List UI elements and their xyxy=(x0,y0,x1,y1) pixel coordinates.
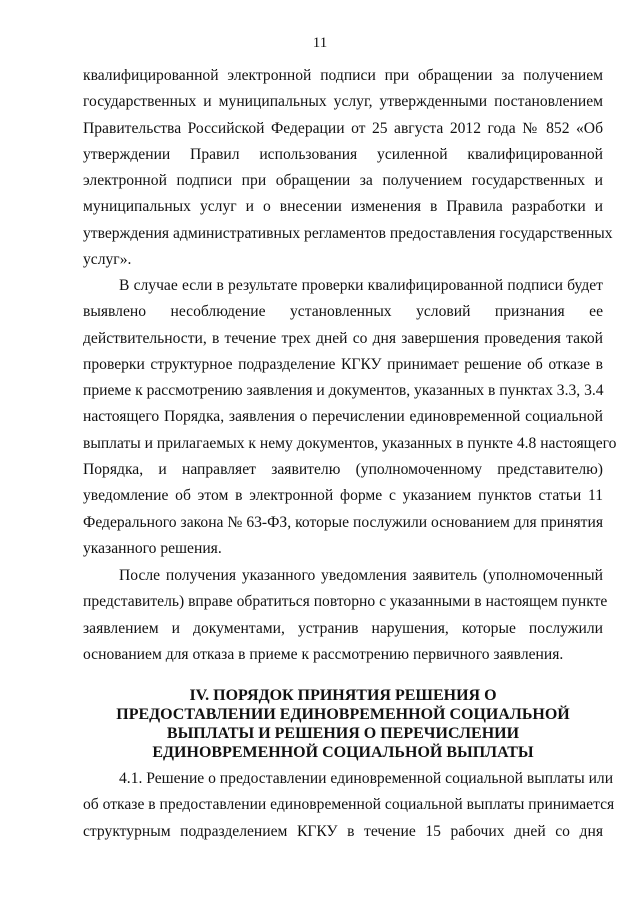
paragraph-refusal xyxy=(83,273,617,562)
paragraph-line: Правительства Российской Федерации от 25 августа 2012 года № 852 «Об xyxy=(83,119,603,137)
heading-line: ЕДИНОВРЕМЕННОЙ СОЦИАЛЬНОЙ ВЫПЛАТЫ xyxy=(152,744,534,761)
page-number: 11 xyxy=(312,35,328,51)
paragraph-line: В случае если в результате проверки квалифицированной подписи будет xyxy=(119,277,603,294)
paragraph-line: заявлением и документами, устранив нарушения, которые послужили xyxy=(83,619,603,637)
paragraph-line: выявлено несоблюдение установленных условий признания ее xyxy=(83,303,603,321)
paragraph-line: выплаты и прилагаемых к нему документов, указанных в пункте 4.8 настоящего xyxy=(83,434,617,452)
paragraph-line: электронной подписи при обращении за получением государственных и xyxy=(83,172,603,190)
paragraph-line: об отказе в предоставлении единовременной социальной выплаты принимается xyxy=(83,796,615,814)
section-heading xyxy=(83,686,603,762)
paragraph-line: действительности, в течение трех дней со дня завершения проведения такой xyxy=(83,329,603,347)
paragraph-line: проверки структурное подразделение КГКУ принимает решение об отказе в xyxy=(83,355,603,373)
paragraph-line: представитель) вправе обратиться повторно с указанными в настоящем пункте xyxy=(83,593,608,611)
paragraph-line: квалифицированной электронной подписи при обращении за получением xyxy=(83,67,603,84)
paragraph-resubmit xyxy=(83,563,608,668)
paragraph-line: государственных и муниципальных услуг, утвержденными постановлением xyxy=(83,93,603,111)
paragraph-line: 4.1. Решение о предоставлении единовременной социальной выплаты или xyxy=(119,770,614,787)
paragraph-line: После получения указанного уведомления заявитель (уполномоченный xyxy=(119,567,603,584)
paragraph-line: Порядка, и направляет заявителю (уполномоченному представителю) xyxy=(83,461,603,479)
paragraph-line: Федерального закона № 63-ФЗ, которые послужили основанием для принятия xyxy=(83,513,603,531)
heading-line: ВЫПЛАТЫ И РЕШЕНИЯ О ПЕРЕЧИСЛЕНИИ xyxy=(166,725,520,742)
paragraph-line: структурным подразделением КГКУ в течение 15 рабочих дней со дня xyxy=(83,822,603,840)
paragraph-4-1 xyxy=(83,766,615,845)
paragraph-line: приеме к рассмотрению заявления и документов, указанных в пунктах 3.3, 3.4 xyxy=(83,382,604,400)
paragraph-line: муниципальных услуг и о внесении изменения в Правила разработки и xyxy=(83,198,603,216)
paragraph-line: уведомление об этом в электронной форме с указанием пунктов статьи 11 xyxy=(83,487,603,505)
paragraph-line: утверждения административных регламентов предоставления государственных xyxy=(83,224,613,242)
heading-line: ПРЕДОСТАВЛЕНИИ ЕДИНОВРЕМЕННОЙ СОЦИАЛЬНОЙ xyxy=(116,706,570,723)
paragraph-line: утверждении Правил использования усиленной квалифицированной xyxy=(83,145,603,163)
paragraph-line: основанием для отказа в приеме к рассмотрению первичного заявления. xyxy=(83,645,564,663)
paragraph-line: указанного решения. xyxy=(83,539,222,557)
continued-paragraph xyxy=(83,63,613,273)
paragraph-line: настоящего Порядка, заявления о перечислении единовременной социальной xyxy=(83,408,603,426)
heading-line: IV. ПОРЯДОК ПРИНЯТИЯ РЕШЕНИЯ О xyxy=(189,687,497,704)
paragraph-line: услуг». xyxy=(83,251,132,269)
